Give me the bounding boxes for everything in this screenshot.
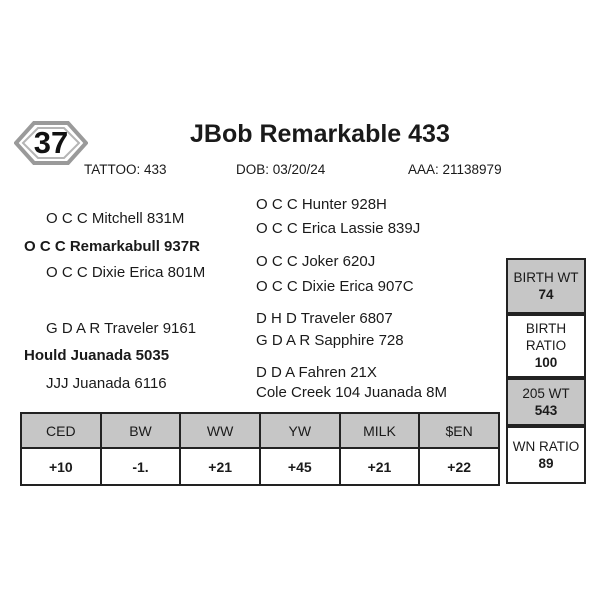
pedigree-dss: D H D Traveler 6807 — [256, 310, 393, 327]
birth-weight-box — [506, 258, 586, 314]
weaning-ratio-box — [506, 426, 586, 484]
birth-ratio-label-line1: BIRTH — [525, 321, 567, 336]
pedigree-sire-dam: O C C Dixie Erica 801M — [46, 264, 206, 281]
pedigree-dsd: G D A R Sapphire 728 — [256, 332, 404, 349]
epd-header-milk: MILK — [340, 413, 420, 448]
weaning-ratio-label: WN RATIO — [512, 438, 580, 454]
epd-value-yw: +45 — [260, 448, 340, 485]
weaning-ratio-value: 89 — [538, 455, 554, 471]
aaa-number-text: AAA: 21138979 — [408, 162, 502, 177]
epd-header-ced: CED — [21, 413, 101, 448]
pedigree-dam-dam: JJJ Juanada 6116 — [46, 375, 167, 392]
birth-weight-value: 74 — [538, 286, 554, 302]
epd-header-yw: YW — [260, 413, 340, 448]
weight-205-box — [506, 378, 586, 426]
tattoo-text: TATTOO: 433 — [84, 162, 167, 177]
lot-number: 37 — [33, 125, 69, 160]
birth-weight-label: BIRTH WT — [513, 269, 579, 285]
weight-205-label: 205 WT — [522, 385, 570, 401]
pedigree-sire: O C C Remarkabull 937R — [24, 238, 200, 255]
birth-ratio-box — [506, 314, 586, 378]
pedigree-dam-sire: G D A R Traveler 9161 — [46, 320, 197, 337]
birth-ratio-label-line2: RATIO — [525, 338, 567, 353]
epd-value-ced: +10 — [21, 448, 101, 485]
epd-value-milk: +21 — [340, 448, 420, 485]
pedigree-ssd: O C C Erica Lassie 839J — [256, 220, 421, 237]
epd-value-bw: -1. — [101, 448, 181, 485]
animal-name-title: JBob Remarkable 433 — [190, 120, 450, 148]
pedigree-sss: O C C Hunter 928H — [256, 196, 387, 213]
epd-value-en: +22 — [419, 448, 499, 485]
pedigree-dds: D D A Fahren 21X — [256, 364, 377, 381]
epd-header-row — [21, 413, 499, 448]
pedigree-sire-sire: O C C Mitchell 831M — [46, 210, 185, 227]
epd-header-en: $EN — [419, 413, 499, 448]
epd-value-ww: +21 — [180, 448, 260, 485]
epd-value-row — [21, 448, 499, 485]
epd-header-ww: WW — [180, 413, 260, 448]
birth-ratio-value: 100 — [534, 355, 558, 370]
weight-205-value: 543 — [534, 402, 558, 418]
epd-table — [20, 412, 500, 486]
pedigree-ddd: Cole Creek 104 Juanada 8M — [256, 384, 447, 401]
dob-text: DOB: 03/20/24 — [236, 162, 326, 177]
pedigree-sdd: O C C Dixie Erica 907C — [256, 278, 414, 295]
epd-header-bw: BW — [101, 413, 181, 448]
pedigree-dam: Hould Juanada 5035 — [24, 347, 170, 364]
pedigree-sds: O C C Joker 620J — [256, 253, 376, 270]
